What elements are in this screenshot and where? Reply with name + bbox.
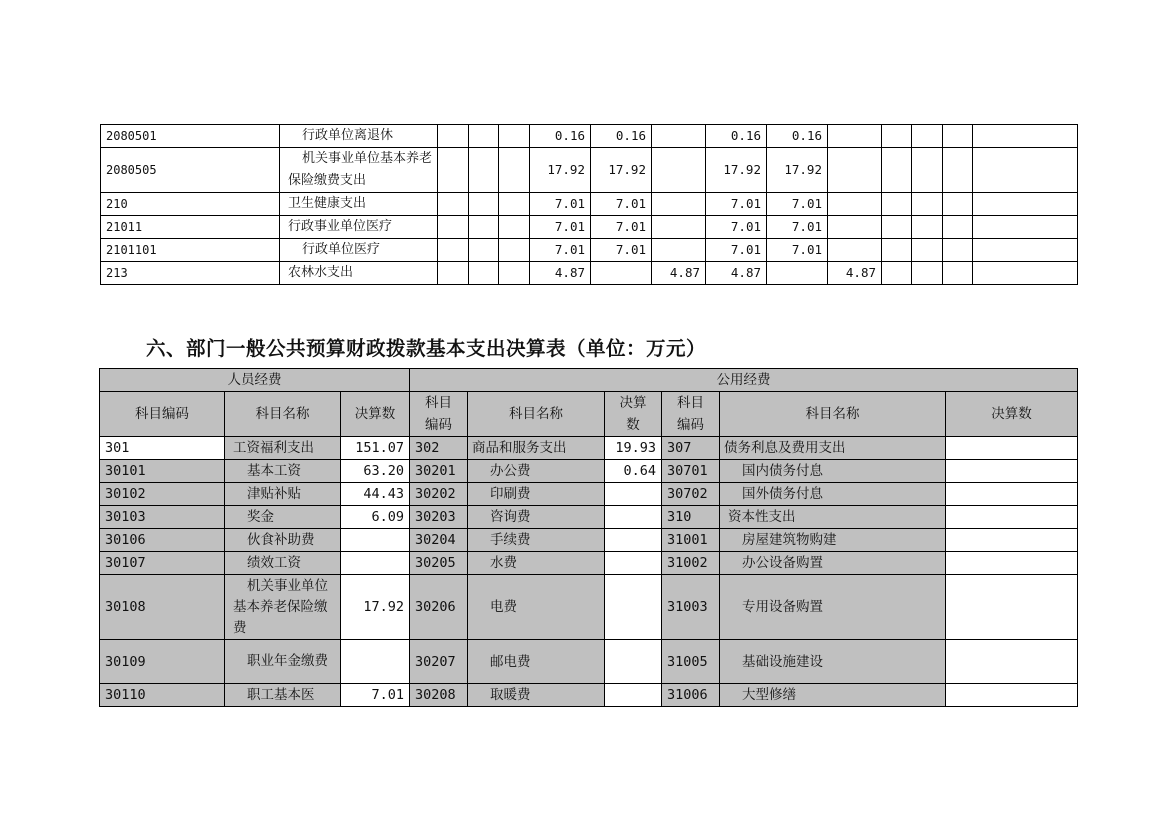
value-cell [943, 193, 973, 216]
amount-cell: 151.07 [341, 437, 410, 460]
name-cell: 债务利息及费用支出 [720, 437, 946, 460]
name-cell: 国外债务付息 [720, 483, 946, 506]
code-cell: 30702 [662, 483, 720, 506]
code-cell: 30701 [662, 460, 720, 483]
table-row [101, 216, 1078, 239]
value-cell: 4.87 [706, 262, 767, 285]
name-cell: 国内债务付息 [720, 460, 946, 483]
amount-cell [946, 437, 1078, 460]
value-cell [469, 125, 499, 148]
name-cell: 商品和服务支出 [468, 437, 605, 460]
name-cell: 印刷费 [468, 483, 605, 506]
value-cell: 17.92 [767, 148, 828, 193]
code-cell: 30204 [410, 529, 468, 552]
subject-name: 卫生健康支出 [280, 193, 438, 216]
value-cell: 0.16 [530, 125, 591, 148]
value-cell: 0.16 [706, 125, 767, 148]
name-cell: 办公费 [468, 460, 605, 483]
value-cell: 0.16 [767, 125, 828, 148]
amount-cell: 17.92 [341, 575, 410, 640]
value-cell [499, 239, 530, 262]
value-cell: 7.01 [591, 193, 652, 216]
name-cell: 职工基本医 [225, 684, 341, 707]
value-cell [882, 148, 912, 193]
value-cell [943, 125, 973, 148]
name-cell: 绩效工资 [225, 552, 341, 575]
value-cell [882, 216, 912, 239]
value-cell: 4.87 [652, 262, 706, 285]
value-cell: 0.16 [591, 125, 652, 148]
value-cell [828, 239, 882, 262]
subject-code: 21011 [101, 216, 280, 239]
value-cell: 7.01 [591, 239, 652, 262]
amount-cell [946, 575, 1078, 640]
amount-cell [605, 684, 662, 707]
subject-code: 213 [101, 262, 280, 285]
amount-cell [946, 506, 1078, 529]
value-cell [499, 125, 530, 148]
amount-cell [605, 529, 662, 552]
code-cell: 30208 [410, 684, 468, 707]
amount-cell [341, 640, 410, 684]
name-cell: 奖金 [225, 506, 341, 529]
code-cell: 30108 [100, 575, 225, 640]
code-cell: 30202 [410, 483, 468, 506]
value-cell [973, 193, 1078, 216]
amount-cell [341, 552, 410, 575]
value-cell [973, 262, 1078, 285]
name-cell: 电费 [468, 575, 605, 640]
table-row [101, 148, 1078, 193]
value-cell [943, 216, 973, 239]
table-row [100, 483, 1078, 506]
value-cell: 7.01 [591, 216, 652, 239]
section-title: 六、部门一般公共预算财政拨款基本支出决算表（单位：万元） [146, 337, 707, 360]
code-cell: 31005 [662, 640, 720, 684]
subject-name: 农林水支出 [280, 262, 438, 285]
header-amount: 决算数 [341, 392, 410, 437]
subject-name: 机关事业单位基本养老保险缴费支出 [280, 148, 438, 193]
code-cell: 31003 [662, 575, 720, 640]
value-cell [973, 216, 1078, 239]
header-amount-2: 决算数 [605, 392, 662, 437]
table-row [100, 460, 1078, 483]
name-cell: 大型修缮 [720, 684, 946, 707]
value-cell [652, 148, 706, 193]
value-cell [652, 193, 706, 216]
value-cell: 7.01 [767, 193, 828, 216]
column-header-row [100, 392, 1078, 437]
amount-cell [946, 529, 1078, 552]
value-cell: 4.87 [828, 262, 882, 285]
subject-code: 2080505 [101, 148, 280, 193]
name-cell: 房屋建筑物购建 [720, 529, 946, 552]
table-row [101, 262, 1078, 285]
value-cell [438, 125, 469, 148]
table-row [100, 437, 1078, 460]
value-cell [912, 262, 943, 285]
header-amount-3: 决算数 [946, 392, 1078, 437]
value-cell [591, 262, 652, 285]
value-cell: 7.01 [767, 239, 828, 262]
value-cell [882, 239, 912, 262]
name-cell: 工资福利支出 [225, 437, 341, 460]
amount-cell [605, 552, 662, 575]
value-cell [469, 148, 499, 193]
value-cell [882, 262, 912, 285]
header-code-3: 科目编码 [662, 392, 720, 437]
amount-cell [341, 529, 410, 552]
value-cell [973, 125, 1078, 148]
value-cell [828, 193, 882, 216]
subject-code: 210 [101, 193, 280, 216]
amount-cell [605, 640, 662, 684]
value-cell [499, 262, 530, 285]
amount-cell: 0.64 [605, 460, 662, 483]
amount-cell: 44.43 [341, 483, 410, 506]
code-cell: 301 [100, 437, 225, 460]
code-cell: 307 [662, 437, 720, 460]
code-cell: 30101 [100, 460, 225, 483]
value-cell [828, 216, 882, 239]
amount-cell [946, 552, 1078, 575]
amount-cell: 7.01 [341, 684, 410, 707]
code-cell: 31001 [662, 529, 720, 552]
name-cell: 机关事业单位基本养老保险缴费 [225, 575, 341, 640]
code-cell: 310 [662, 506, 720, 529]
subject-name: 行政单位医疗 [280, 239, 438, 262]
code-cell: 31002 [662, 552, 720, 575]
value-cell [438, 193, 469, 216]
value-cell [767, 262, 828, 285]
value-cell [499, 193, 530, 216]
amount-cell [605, 575, 662, 640]
value-cell: 17.92 [706, 148, 767, 193]
code-cell: 30207 [410, 640, 468, 684]
value-cell: 7.01 [530, 239, 591, 262]
basic-expenditure-table [99, 368, 1078, 707]
value-cell [469, 193, 499, 216]
name-cell: 取暖费 [468, 684, 605, 707]
value-cell: 7.01 [767, 216, 828, 239]
table-row [101, 239, 1078, 262]
code-cell: 31006 [662, 684, 720, 707]
name-cell: 津贴补贴 [225, 483, 341, 506]
code-cell: 30109 [100, 640, 225, 684]
amount-cell [946, 640, 1078, 684]
value-cell [499, 148, 530, 193]
name-cell: 水费 [468, 552, 605, 575]
header-code-2: 科目编码 [410, 392, 468, 437]
table-row [100, 684, 1078, 707]
value-cell [912, 148, 943, 193]
value-cell [499, 216, 530, 239]
subject-name: 行政事业单位医疗 [280, 216, 438, 239]
value-cell [652, 239, 706, 262]
subject-code: 2080501 [101, 125, 280, 148]
name-cell: 职业年金缴费 [225, 640, 341, 684]
subject-code: 2101101 [101, 239, 280, 262]
name-cell: 专用设备购置 [720, 575, 946, 640]
value-cell [943, 262, 973, 285]
table-row [100, 552, 1078, 575]
value-cell [652, 125, 706, 148]
value-cell: 7.01 [530, 193, 591, 216]
value-cell [943, 148, 973, 193]
header-name-3: 科目名称 [720, 392, 946, 437]
code-cell: 30106 [100, 529, 225, 552]
code-cell: 30206 [410, 575, 468, 640]
value-cell: 7.01 [706, 239, 767, 262]
amount-cell: 19.93 [605, 437, 662, 460]
value-cell [912, 193, 943, 216]
value-cell [912, 216, 943, 239]
table-row [100, 529, 1078, 552]
value-cell: 4.87 [530, 262, 591, 285]
value-cell [469, 239, 499, 262]
name-cell: 邮电费 [468, 640, 605, 684]
name-cell: 手续费 [468, 529, 605, 552]
header-code: 科目编码 [100, 392, 225, 437]
value-cell [882, 193, 912, 216]
value-cell [973, 148, 1078, 193]
table-row [100, 506, 1078, 529]
amount-cell [946, 684, 1078, 707]
header-name-2: 科目名称 [468, 392, 605, 437]
subject-name: 行政单位离退休 [280, 125, 438, 148]
header-name: 科目名称 [225, 392, 341, 437]
value-cell [438, 148, 469, 193]
amount-cell [946, 460, 1078, 483]
amount-cell: 6.09 [341, 506, 410, 529]
amount-cell [946, 483, 1078, 506]
name-cell: 伙食补助费 [225, 529, 341, 552]
value-cell [912, 239, 943, 262]
code-cell: 302 [410, 437, 468, 460]
name-cell: 基本工资 [225, 460, 341, 483]
value-cell [438, 262, 469, 285]
value-cell [943, 239, 973, 262]
table-row [101, 193, 1078, 216]
value-cell: 17.92 [591, 148, 652, 193]
table-row [100, 575, 1078, 640]
name-cell: 资本性支出 [720, 506, 946, 529]
group-header-public: 公用经费 [410, 369, 1078, 392]
code-cell: 30107 [100, 552, 225, 575]
value-cell [469, 216, 499, 239]
code-cell: 30110 [100, 684, 225, 707]
value-cell: 7.01 [530, 216, 591, 239]
appropriation-table-continued [100, 124, 1078, 285]
value-cell [438, 239, 469, 262]
amount-cell: 63.20 [341, 460, 410, 483]
value-cell [438, 216, 469, 239]
table-row [100, 640, 1078, 684]
group-header-personnel: 人员经费 [100, 369, 410, 392]
name-cell: 基础设施建设 [720, 640, 946, 684]
value-cell [828, 125, 882, 148]
value-cell [469, 262, 499, 285]
value-cell: 7.01 [706, 193, 767, 216]
value-cell [973, 239, 1078, 262]
code-cell: 30103 [100, 506, 225, 529]
value-cell [652, 216, 706, 239]
value-cell: 17.92 [530, 148, 591, 193]
code-cell: 30205 [410, 552, 468, 575]
value-cell [828, 148, 882, 193]
name-cell: 咨询费 [468, 506, 605, 529]
value-cell [912, 125, 943, 148]
name-cell: 办公设备购置 [720, 552, 946, 575]
amount-cell [605, 483, 662, 506]
code-cell: 30203 [410, 506, 468, 529]
amount-cell [605, 506, 662, 529]
value-cell: 7.01 [706, 216, 767, 239]
value-cell [882, 125, 912, 148]
code-cell: 30201 [410, 460, 468, 483]
code-cell: 30102 [100, 483, 225, 506]
table-row [101, 125, 1078, 148]
group-header-row [100, 369, 1078, 392]
